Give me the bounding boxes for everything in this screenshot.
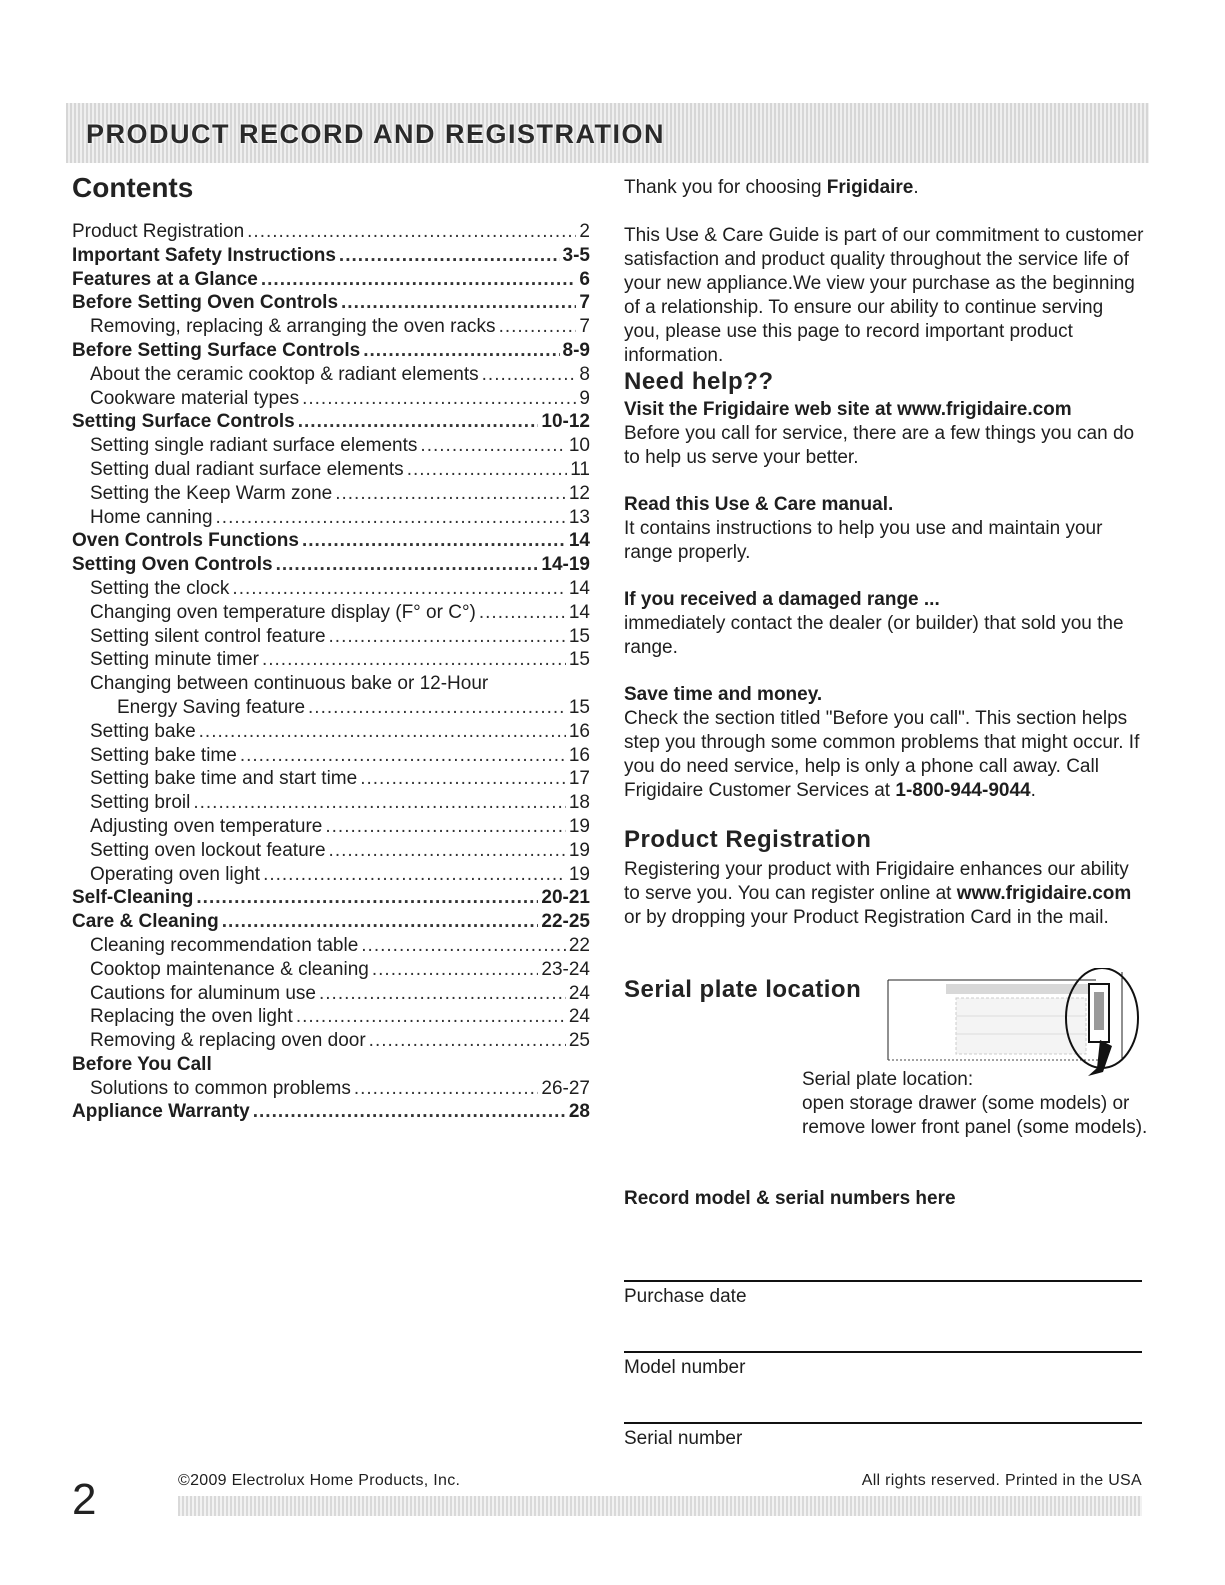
toc-entry-page: 14 [568,577,590,599]
toc-entry-page: 11 [570,458,590,480]
toc-entry-title: Setting broil [90,792,191,814]
toc-leader-dots [302,387,576,411]
toc-leader-dots [253,1100,566,1124]
toc-leader-dots [372,958,539,982]
model-number-line[interactable] [624,1351,1142,1353]
toc-entry-page: 24 [568,1006,590,1028]
footer-bar [178,1496,1142,1516]
toc-entry-page: 16 [568,744,590,766]
toc-leader-dots [407,458,568,482]
rights-text: All rights reserved. Printed in the USA [861,1472,1142,1489]
toc-entry-title: Before Setting Surface Controls [72,339,361,361]
toc-entry [72,363,590,387]
toc-entry-page: 15 [568,625,590,647]
visit-text: Before you call for service, there are a few things you can do to help us serve your better. [624,423,1135,468]
toc-entry-page: 2 [579,221,590,242]
toc-leader-dots [308,696,566,720]
toc-leader-dots [479,601,566,625]
toc-entry-page: 20-21 [541,887,590,909]
toc-entry-title: Product Registration [72,221,245,242]
toc-entry-page: 14 [568,530,590,552]
toc-entry [72,315,590,339]
toc-entry-title: Home canning [90,506,213,528]
toc-entry [72,601,590,625]
toc-entry [72,934,590,958]
toc-entry-title: Cleaning recommendation table [90,934,359,956]
toc-entry [72,529,590,553]
toc-entry-title: Cautions for aluminum use [90,982,316,1004]
toc-entry [72,910,590,934]
toc-entry-page: 9 [579,387,590,409]
brand-name: Frigidaire [826,177,914,198]
toc-entry-page: 28 [568,1101,590,1123]
toc-entry [72,553,590,577]
toc-entry-title: Self-Cleaning [72,887,194,909]
toc-leader-dots [329,625,566,649]
toc-entry-title: Replacing the oven light [90,1006,293,1028]
toc-entry [72,506,590,530]
thanks-prefix: Thank you for choosing [624,177,827,198]
toc-leader-dots [296,1005,566,1029]
visit-heading: Visit the Frigidaire web site at www.frigidaire.com [624,399,1072,420]
toc-entry [72,1053,590,1077]
toc-leader-dots [363,339,559,363]
toc-entry-title: Changing oven temperature display (F° or C°) [90,601,476,623]
toc-entry-page: 24 [568,982,590,1004]
toc-leader-dots [276,553,539,577]
toc-entry [72,1100,590,1124]
serial-number-label: Serial number [624,1428,743,1449]
toc-entry [72,268,590,292]
registration-body-end: or by dropping your Product Registration Card in the mail. [624,907,1109,928]
toc-entry [72,886,590,910]
serial-number-line[interactable] [624,1422,1142,1424]
toc-entry-title: Setting the Keep Warm zone [90,482,333,504]
toc-entry-page: 25 [568,1030,590,1052]
toc-leader-dots [302,529,566,553]
page-number: 2 [72,1475,97,1524]
toc-entry [72,1005,590,1029]
toc-entry [72,410,590,434]
toc-entry-title: Setting silent control feature [90,625,326,647]
toc-entry-title: Solutions to common problems [90,1077,351,1099]
toc-leader-dots [499,315,577,339]
toc-entry-title: Changing between continuous bake or 12-Hour [90,673,489,695]
toc-entry-title: Before You Call [72,1053,212,1075]
thanks-suffix: . [913,177,919,198]
damaged-text: immediately contact the dealer (or builder) that sold you the range. [624,613,1124,658]
toc-entry [72,1029,590,1053]
need-help-heading: Need help?? [624,368,774,395]
toc-leader-dots [482,363,577,387]
toc-entry [72,1077,590,1101]
toc-leader-dots [263,863,566,887]
toc-entry-page: 7 [579,316,590,338]
toc-entry [72,577,590,601]
thanks-text [624,176,1144,200]
serial-caption-line-1: Serial plate location: [802,1069,974,1090]
toc-entry [72,982,590,1006]
serial-caption-line-2: open storage drawer (some models) or [802,1093,1130,1114]
toc-leader-dots [247,220,576,244]
toc-entry-page: 19 [568,863,590,885]
toc-entry-title: Cooktop maintenance & cleaning [90,958,369,980]
record-heading: Record model & serial numbers here [624,1188,956,1209]
toc-entry-title: Setting Oven Controls [72,554,273,576]
toc-entry [72,815,590,839]
toc-entry-title: Setting Surface Controls [72,411,295,433]
toc-leader-dots [360,767,566,791]
toc-entry-page: 7 [579,292,590,314]
toc-entry-title: Operating oven light [90,863,261,885]
toc-entry-title: Appliance Warranty [72,1101,250,1123]
registration-text [624,858,1144,930]
toc-entry-page: 3-5 [562,244,590,266]
toc-leader-dots [261,268,577,292]
save-suffix: . [1030,780,1036,801]
toc-entry-page: 10 [568,435,590,457]
toc-entry-title: Cookware material types [90,387,300,409]
toc-leader-dots [339,244,560,268]
toc-entry [72,696,590,720]
toc-leader-dots [369,1029,566,1053]
toc-entry-page: 22 [568,934,590,956]
toc-entry [72,720,590,744]
toc-entry-page: 12 [568,482,590,504]
toc-entry-page: 13 [568,506,590,528]
toc-entry-title: Removing & replacing oven door [90,1030,366,1052]
toc-entry [72,672,590,696]
toc-entry-title: Energy Saving feature [117,696,306,718]
serial-plate-caption [802,1068,1162,1140]
section-banner [66,103,1149,163]
toc-leader-dots [232,577,565,601]
toc-entry-page: 23-24 [541,958,590,980]
toc-entry-page: 16 [568,720,590,742]
toc-entry-page: 10-12 [541,411,590,433]
toc-entry [72,458,590,482]
toc-leader-dots [216,506,566,530]
save-heading: Save time and money. [624,684,823,705]
toc-entry-title: Removing, replacing & arranging the oven racks [90,316,496,338]
toc-entry-title: Setting bake time [90,744,237,766]
toc-entry-title: Setting oven lockout feature [90,839,326,861]
toc-entry-page: 19 [568,839,590,861]
table-of-contents [72,220,590,1124]
toc-leader-dots [319,982,566,1006]
banner-title: PRODUCT RECORD AND REGISTRATION [86,119,665,149]
toc-entry-page: 14-19 [541,554,590,576]
toc-entry-title: Oven Controls Functions [72,530,299,552]
toc-entry-page: 6 [579,268,590,290]
toc-entry-page: 15 [568,696,590,718]
toc-entry-title: Before Setting Oven Controls [72,292,339,314]
toc-entry [72,625,590,649]
toc-entry [72,220,590,244]
toc-entry [72,244,590,268]
registration-heading: Product Registration [624,826,872,853]
toc-entry [72,791,590,815]
toc-entry [72,744,590,768]
registration-body: Registering your product with Frigidaire enhances our ability to serve you. You can register online at [624,859,1129,904]
toc-leader-dots [335,482,566,506]
toc-entry [72,434,590,458]
toc-leader-dots [193,791,566,815]
toc-entry-page: 26-27 [541,1077,590,1099]
toc-entry [72,958,590,982]
toc-entry [72,839,590,863]
toc-entry [72,387,590,411]
toc-leader-dots [420,434,565,458]
read-manual-text: It contains instructions to help you use and maintain your range properly. [624,518,1103,563]
toc-entry-title: Setting bake time and start time [90,768,358,790]
toc-entry [72,767,590,791]
read-manual-heading: Read this Use & Care manual. [624,494,894,515]
website-link[interactable]: www.frigidaire.com [956,883,1132,904]
toc-entry-page: 17 [568,768,590,790]
toc-leader-dots [196,886,538,910]
contents-heading: Contents [72,172,194,203]
toc-leader-dots [222,910,539,934]
serial-caption-line-3: remove lower front panel (some models). [802,1117,1148,1138]
toc-entry-page: 18 [568,792,590,814]
save-text [624,707,1144,803]
toc-leader-dots [341,291,576,315]
toc-entry-page: 19 [568,815,590,837]
phone-number: 1-800-944-9044 [895,780,1031,801]
toc-entry-page: 14 [568,601,590,623]
toc-entry-title: Setting minute timer [90,649,259,671]
toc-leader-dots [354,1077,539,1101]
toc-leader-dots [240,744,566,768]
serial-plate-heading: Serial plate location [624,976,862,1003]
toc-entry [72,482,590,506]
toc-entry-page: 8-9 [562,339,590,361]
toc-entry-title: About the ceramic cooktop & radiant elements [90,363,479,385]
toc-entry-title: Setting dual radiant surface elements [90,458,404,480]
toc-leader-dots [325,815,565,839]
toc-leader-dots [199,720,566,744]
commitment-text: This Use & Care Guide is part of our commitment to customer satisfaction and product quality throughout the service life of your new appliance.We view your purchase as the beginning of a relationship. To ensure our ability to continue serving you, please use this page to record important product information. [624,225,1144,366]
copyright-text: ©2009 Electrolux Home Products, Inc. [178,1472,461,1489]
toc-entry-title: Important Safety Instructions [72,244,336,266]
toc-entry-title: Setting single radiant surface elements [90,435,418,457]
toc-entry-page: 22-25 [541,911,590,933]
toc-leader-dots [298,410,539,434]
toc-entry-title: Features at a Glance [72,268,258,290]
save-body: Check the section titled "Before you call". This section helps step you through some common problems that might occur. If you do need service, help is only a phone call away. Call Frigidaire Customer Services at [624,708,1140,801]
toc-entry-page: 15 [568,649,590,671]
toc-entry [72,291,590,315]
toc-entry-title: Setting bake [90,720,196,742]
toc-entry [72,648,590,672]
toc-entry-page: 8 [579,363,590,385]
toc-entry [72,339,590,363]
toc-leader-dots [329,839,566,863]
toc-entry-title: Setting the clock [90,577,230,599]
purchase-date-label: Purchase date [624,1286,747,1307]
toc-entry-title: Adjusting oven temperature [90,815,323,837]
damaged-heading: If you received a damaged range ... [624,589,940,610]
toc-leader-dots [262,648,566,672]
toc-entry-title: Care & Cleaning [72,911,219,933]
toc-leader-dots [361,934,566,958]
range-drawer-illustration [886,968,1144,1076]
toc-entry [72,863,590,887]
purchase-date-line[interactable] [624,1280,1142,1282]
model-number-label: Model number [624,1357,746,1378]
